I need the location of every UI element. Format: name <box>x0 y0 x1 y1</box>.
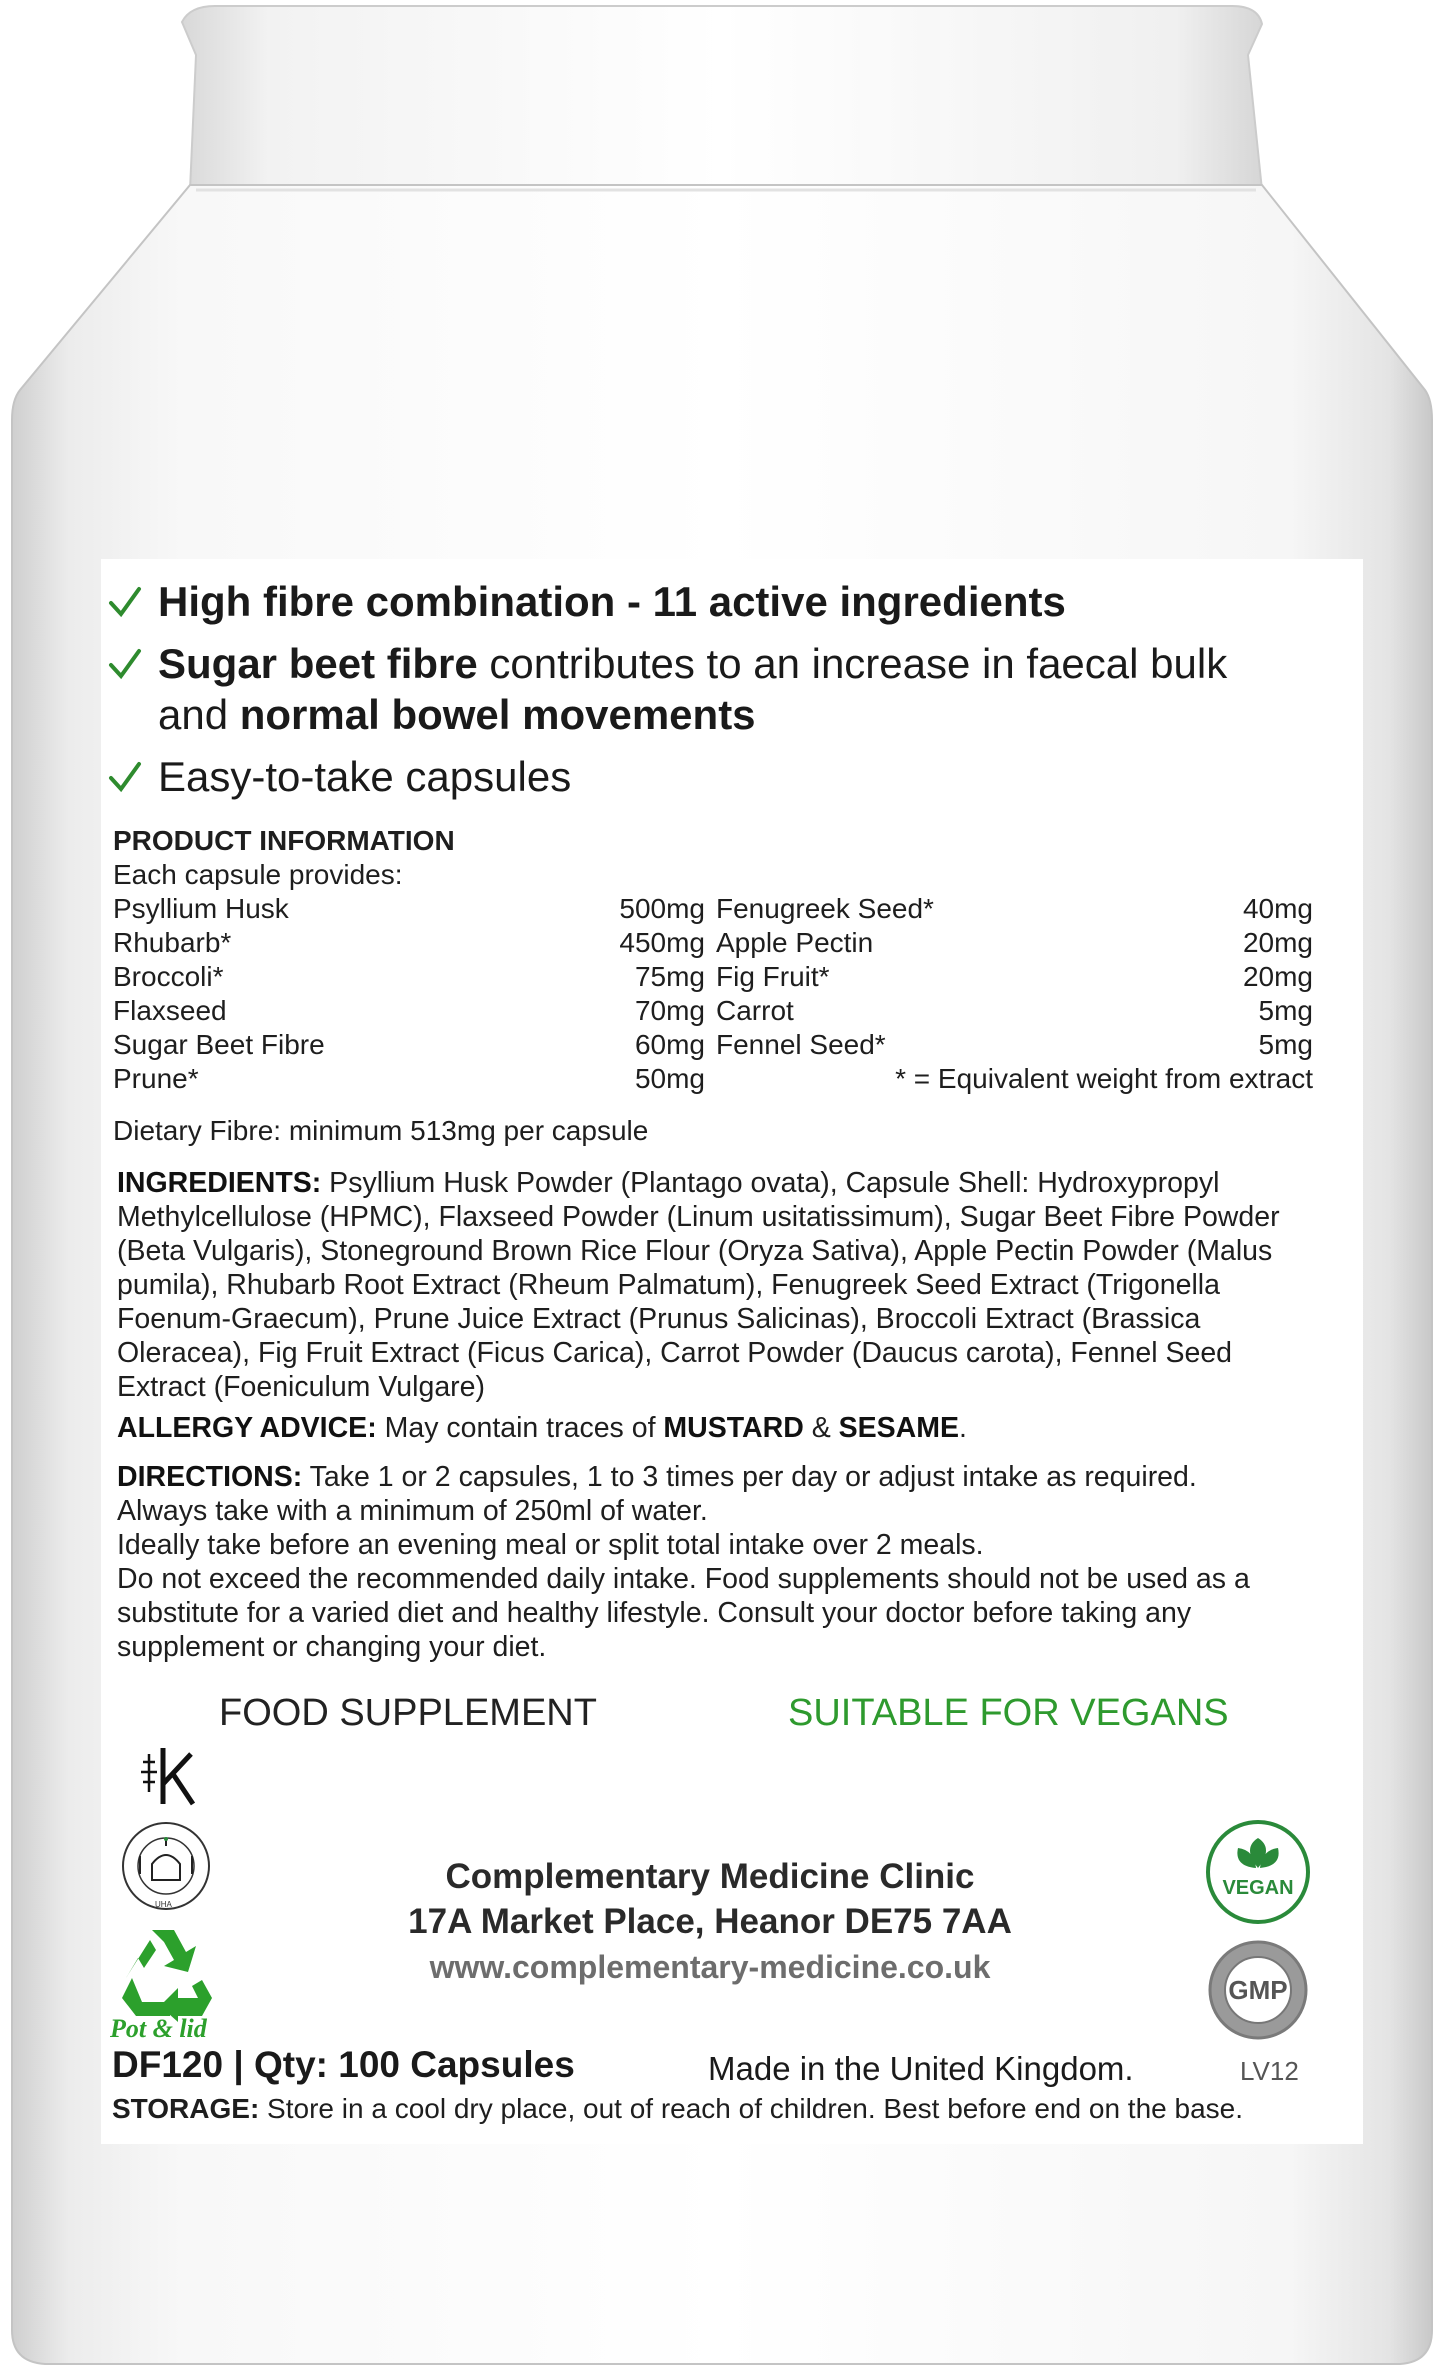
brand-k-logo-icon <box>135 1744 201 1812</box>
nutrient-name: Fenugreek Seed* <box>716 893 934 924</box>
nutrient-amount: 20mg <box>1242 927 1313 958</box>
company-name: Complementary Medicine Clinic <box>445 1857 975 1896</box>
lot-code: LV12 <box>1240 2056 1299 2086</box>
nutrient-amount: 500mg <box>619 893 705 924</box>
claim-3: Easy-to-take capsules <box>158 753 572 800</box>
nutrient-amount: 5mg <box>1258 995 1313 1026</box>
nutrient-name: Apple Pectin <box>716 927 874 958</box>
nutrient-name: Prune* <box>113 1063 199 1094</box>
nutrient-name: Flaxseed <box>113 995 227 1026</box>
gmp-badge-label: GMP <box>1228 1975 1288 2005</box>
company-website: www.complementary-medicine.co.uk <box>429 1949 991 1985</box>
claim-1: High fibre combination - 11 active ingredients <box>158 578 1066 625</box>
food-supplement-text: FOOD SUPPLEMENT <box>219 1692 597 1734</box>
nutrient-amount: 450mg <box>619 927 705 958</box>
check-icon <box>108 760 142 794</box>
ingredients-paragraph: INGREDIENTS: Psyllium Husk Powder (Plantago ovata), Capsule Shell: Hydroxypropyl Methylcellulose (HPMC), Flaxseed Powder (Linum usitatissimum), Sugar Beet Fibre Powder (Beta Vulgaris), Stoneground Brown Rice Flour (Oryza Sativa), Apple Pectin Powder (Malus pumila), Rhubarb Root Extract (Rheum Palmatum), Fenugreek Seed Extract (Trigonella Foenum-Graecum), Prune Juice Extract (Prunus Salicinas), Broccoli Extract (Brassica Oleracea), Fig Fruit Extract (Ficus Carica), Carrot Powder (Daucus carota), Fennel Seed Extract (Foeniculum Vulgare) <box>117 1167 1280 1403</box>
product-code: DF120 | Qty: 100 Capsules <box>112 2044 575 2085</box>
claim-2-line2: and normal bowel movements <box>158 691 756 738</box>
dietary-fibre: Dietary Fibre: minimum 513mg per capsule <box>113 1115 649 1146</box>
nutrient-name: Fennel Seed* <box>716 1029 886 1060</box>
vegan-badge-icon <box>1204 1818 1312 1926</box>
nutrient-amount: 40mg <box>1242 893 1313 924</box>
nutrient-name: Fig Fruit* <box>716 961 830 992</box>
suitable-vegans-text: SUITABLE FOR VEGANS <box>788 1692 1229 1734</box>
recycle-icon <box>112 1922 218 2022</box>
check-icon <box>108 647 142 681</box>
nutrient-name: Broccoli* <box>113 961 224 992</box>
company-address: 17A Market Place, Heanor DE75 7AA <box>408 1902 1012 1941</box>
halal-short-label: UHA <box>155 1900 172 1909</box>
nutrient-amount: 70mg <box>634 995 705 1026</box>
storage-advice: STORAGE: Store in a cool dry place, out of reach of children. Best before end on the base. <box>112 2093 1243 2124</box>
made-in: Made in the United Kingdom. <box>708 2050 1134 2087</box>
nutrient-name: Psyllium Husk <box>113 893 289 924</box>
halal-badge-icon <box>120 1820 212 1912</box>
check-icon <box>108 585 142 619</box>
product-info-heading: PRODUCT INFORMATION <box>113 825 455 856</box>
claim-2: Sugar beet fibre contributes to an increase in faecal bulk <box>158 640 1228 687</box>
gmp-badge-icon <box>1206 1938 1310 2042</box>
directions: DIRECTIONS: Take 1 or 2 capsules, 1 to 3 times per day or adjust intake as required. Always take with a minimum of 250ml of water. Ideally take before an evening meal or split total intake over 2 meals. Do not exceed the recommended daily intake. Food supplements should not be used as a substitute for a varied diet and healthy lifestyle. Consult your doctor before taking any supplement or changing your diet. <box>117 1461 1250 1663</box>
recycle-label: Pot & lid <box>110 2014 207 2043</box>
nutrient-amount: 20mg <box>1242 961 1313 992</box>
vegan-badge-label: VEGAN <box>1222 1877 1294 1899</box>
nutrient-amount: 60mg <box>634 1029 705 1060</box>
nutrient-name: Rhubarb* <box>113 927 232 958</box>
nutrient-name: Carrot <box>716 995 794 1026</box>
nutrient-amount: 50mg <box>634 1063 705 1094</box>
extract-footnote: * = Equivalent weight from extract <box>895 1063 1313 1094</box>
nutrient-name: Sugar Beet Fibre <box>113 1029 325 1060</box>
product-info-subheading: Each capsule provides: <box>113 859 403 890</box>
allergy-advice: ALLERGY ADVICE: May contain traces of MUSTARD & SESAME. <box>117 1412 967 1444</box>
nutrient-amount: 75mg <box>634 961 705 992</box>
nutrient-amount: 5mg <box>1258 1029 1313 1060</box>
